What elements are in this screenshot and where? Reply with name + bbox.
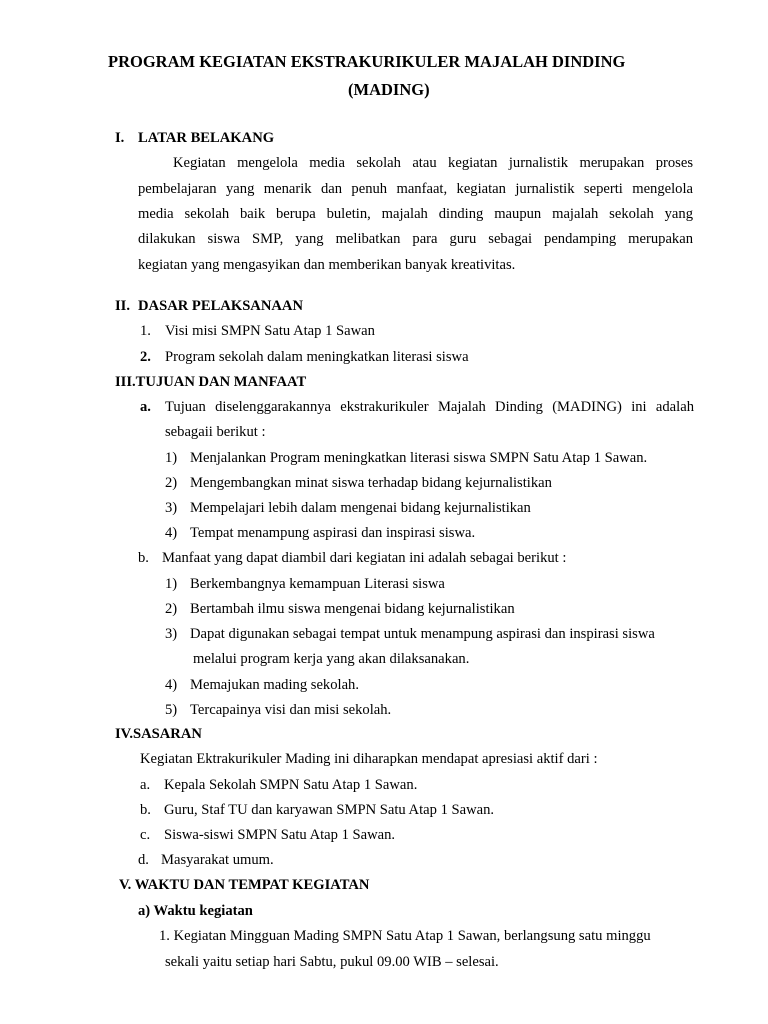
list-item-text: Tempat menampung aspirasi dan inspirasi siswa. <box>190 525 476 541</box>
section-1-paragraph-line: media sekolah baik berupa buletin, majalah dinding maupun majalah sekolah yang <box>138 206 693 222</box>
list-item-text: Guru, Staf TU dan karyawan SMPN Satu Atap 1 Sawan. <box>164 802 495 818</box>
subsection-a-text: sebagaii berikut : <box>165 424 266 440</box>
list-item-number: 5) <box>165 702 178 718</box>
section-5-text: sekali yaitu setiap hari Sabtu, pukul 09.00 WIB – selesai. <box>165 954 499 970</box>
document-title-sub: (MADING) <box>348 80 430 99</box>
list-item-text: Menjalankan Program meningkatkan literasi siswa SMPN Satu Atap 1 Sawan. <box>190 450 648 466</box>
document-title: PROGRAM KEGIATAN EKSTRAKURIKULER MAJALAH DINDING <box>108 52 626 71</box>
section-1-paragraph-line: pembelajaran yang menarik dan penuh manfaat, kegiatan jurnalistik seperti mengelola <box>138 181 693 197</box>
section-1-heading: LATAR BELAKANG <box>138 130 275 146</box>
subsection-a-text: Tujuan diselenggarakannya ekstrakurikuler Majalah Dinding (MADING) ini adalah <box>165 399 694 415</box>
list-item-number: 1. <box>140 323 151 339</box>
list-item-text: Mempelajari lebih dalam mengenai bidang kejurnalistikan <box>190 500 531 516</box>
list-item-text: Bertambah ilmu siswa mengenai bidang kejurnalistikan <box>190 601 515 617</box>
section-2-heading: DASAR PELAKSANAAN <box>138 298 304 314</box>
list-item-number: 2. <box>140 349 151 365</box>
subsection-b-label: b. <box>138 550 149 566</box>
list-item-number: 4) <box>165 525 178 541</box>
section-1-paragraph-line: dilakukan siswa SMP, yang melibatkan para guru sebagai pendamping merupakan <box>138 231 693 247</box>
list-item-text: Tercapainya visi dan misi sekolah. <box>190 702 392 718</box>
list-item-text: Kepala Sekolah SMPN Satu Atap 1 Sawan. <box>164 777 418 793</box>
list-item-text: Mengembangkan minat siswa terhadap bidang kejurnalistikan <box>190 475 552 491</box>
section-4-intro: Kegiatan Ektrakurikuler Mading ini diharapkan mendapat apresiasi aktif dari : <box>140 751 598 767</box>
subsection-waktu-heading: a) Waktu kegiatan <box>138 903 253 919</box>
list-item-number: 2) <box>165 475 178 491</box>
list-item-number: d. <box>138 852 149 868</box>
list-item-number: 1) <box>165 450 178 466</box>
list-item-text: Visi misi SMPN Satu Atap 1 Sawan <box>165 323 375 339</box>
list-item-number: 4) <box>165 677 178 693</box>
section-1-paragraph-line: Kegiatan mengelola media sekolah atau kegiatan jurnalistik merupakan proses <box>173 155 693 171</box>
list-item-number: 1) <box>165 576 178 592</box>
list-item-text: Masyarakat umum. <box>161 852 274 868</box>
list-item-text-continued: melalui program kerja yang akan dilaksanakan. <box>193 651 470 667</box>
section-1-paragraph-line: kegiatan yang mengasyikan dan memberikan banyak kreativitas. <box>138 257 516 273</box>
section-1-number: I. <box>115 130 125 146</box>
list-item-number: b. <box>140 802 151 818</box>
list-item-text: Siswa-siswi SMPN Satu Atap 1 Sawan. <box>164 827 396 843</box>
list-item-number: a. <box>140 777 151 793</box>
list-item-text: Dapat digunakan sebagai tempat untuk menampung aspirasi dan inspirasi siswa <box>190 626 655 642</box>
list-item-number: 3) <box>165 500 178 516</box>
list-item-number: 2) <box>165 601 178 617</box>
list-item-text: Berkembangnya kemampuan Literasi siswa <box>190 576 445 592</box>
section-5-text: 1. Kegiatan Mingguan Mading SMPN Satu Atap 1 Sawan, berlangsung satu minggu <box>159 928 651 944</box>
list-item-text: Program sekolah dalam meningkatkan literasi siswa <box>165 349 469 365</box>
list-item-text: Memajukan mading sekolah. <box>190 677 360 693</box>
section-4-heading: IV.SASARAN <box>115 726 202 742</box>
list-item-number: c. <box>140 827 151 843</box>
section-2-number: II. <box>115 298 131 314</box>
subsection-a-label: a. <box>140 399 151 415</box>
section-5-heading: V. WAKTU DAN TEMPAT KEGIATAN <box>119 877 370 893</box>
list-item-number: 3) <box>165 626 178 642</box>
subsection-b-text: Manfaat yang dapat diambil dari kegiatan ini adalah sebagai berikut : <box>162 550 567 566</box>
section-3-heading: III.TUJUAN DAN MANFAAT <box>115 374 307 390</box>
